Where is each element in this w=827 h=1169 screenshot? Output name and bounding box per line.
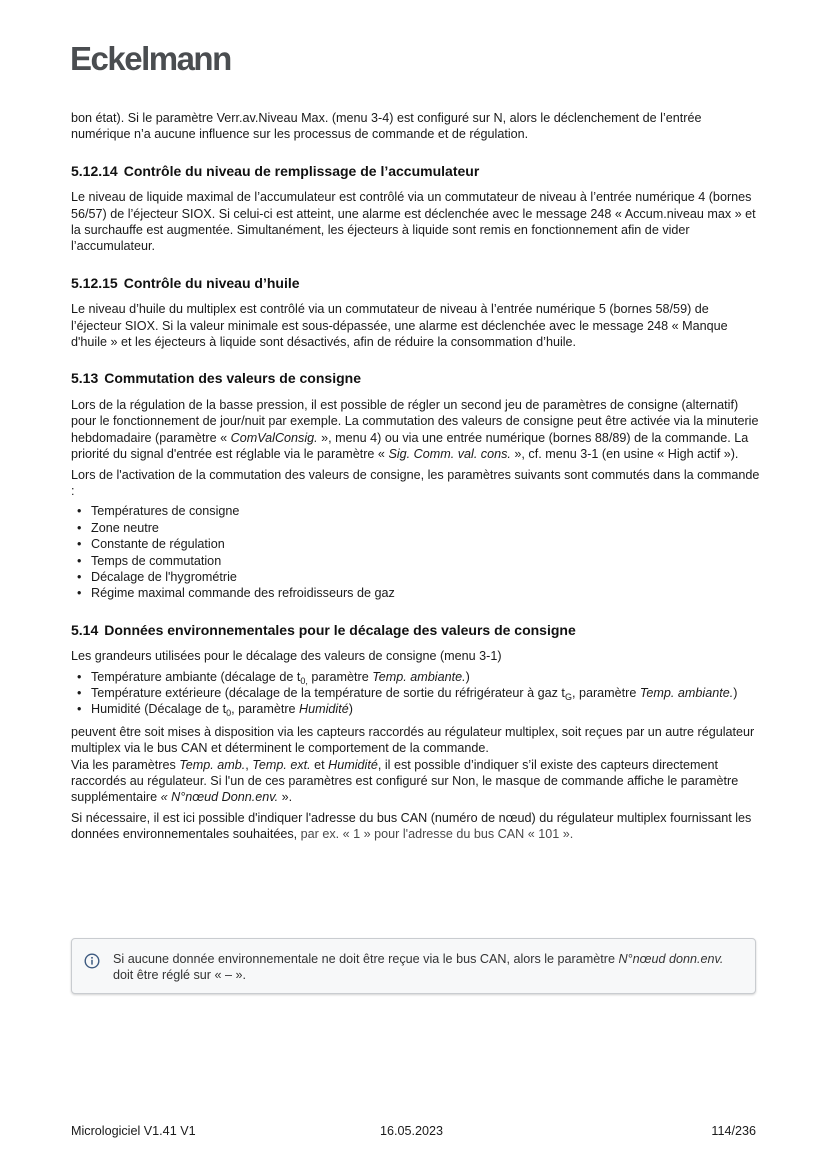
list-item: • Décalage de l'hygrométrie	[71, 569, 761, 585]
paragraph-5-14-2: peuvent être soit mises à disposition via les capteurs raccordés au régulateur multiplex, soit reçues par un autre régulateur multiplex via le bus CAN et déterminent le comportement de la commande. Via les paramètres Temp. amb., Temp. ext. et Humidité, il est possible d’indiquer s’il existe des capteurs directement raccordés au régulateur. Si l'un de ces paramètres est configuré sur Non, le masque de commande affiche le paramètre supplémentaire « N°nœud Donn.env. ».	[71, 724, 755, 805]
section-title: Contrôle du niveau d’huile	[123, 274, 300, 291]
list-item: • Zone neutre	[71, 520, 761, 536]
section-title: Contrôle du niveau de remplissage de l’accumulateur	[123, 162, 480, 179]
info-note-text: Si aucune donnée environnementale ne doit être reçue via le bus CAN, alors le paramètre N°nœud donn.env. doit être réglé sur « – ».	[113, 952, 724, 982]
environment-data-list	[71, 669, 761, 718]
footer-page-number: 114/236	[711, 1124, 756, 1138]
info-note-box	[71, 938, 756, 994]
heading-5-12-15	[71, 275, 761, 291]
list-item: • Températures de consigne	[71, 503, 761, 519]
heading-5-13	[71, 370, 761, 386]
section-title: Données environnementales pour le décalage des valeurs de consigne	[104, 621, 576, 638]
paragraph-5-12-15: Le niveau d’huile du multiplex est contrôlé via un commutateur de niveau à l’entrée numérique 5 (bornes 58/59) de l’éjecteur SIOX. Si la valeur minimale est sous-dépassée, une alarme est déclenchée avec le message 248 « Manque d'huile » et les éjecteurs à liquide sont désactivés, afin de réduire la consommation d’huile.	[71, 302, 728, 350]
paragraph-5-14-1: Les grandeurs utilisées pour le décalage des valeurs de consigne (menu 3-1)	[71, 649, 502, 664]
intro-paragraph: bon état). Si le paramètre Verr.av.Niveau Max. (menu 3-4) est configuré sur N, alors le déclenchement de l’entrée numérique n’a aucune influence sur les processus de commande et de régulation.	[71, 111, 702, 142]
paragraph-5-14-3: Si nécessaire, il est ici possible d'indiquer l'adresse du bus CAN (numéro de nœud) du régulateur multiplex fournissant les données environnementales souhaitées, par ex. « 1 » pour l'adresse du bus CAN « 101 ».	[71, 810, 752, 842]
switched-parameters-list	[71, 503, 761, 601]
list-item: • Température ambiante (décalage de $t_{0,}$ paramètre Temp. ambiante.)	[71, 669, 761, 685]
page-content	[71, 110, 761, 847]
footer-date: 16.05.2023	[380, 1124, 444, 1138]
info-icon	[84, 953, 100, 969]
parameter-name: Sig. Comm. val. cons.	[388, 447, 511, 462]
section-number: 5.12.15	[71, 274, 118, 291]
heading-5-12-14	[71, 163, 761, 179]
list-item: • Température extérieure (décalage de la température de sortie du réfrigérateur à gaz $t_G$, paramètre Temp. ambiante.)	[71, 685, 761, 701]
parameter-name: ComValConsig.	[230, 430, 318, 445]
section-number: 5.12.14	[71, 162, 118, 179]
list-item: • Humidité (Décalage de $t_0$, paramètre Humidité)	[71, 701, 761, 717]
list-item: • Constante de régulation	[71, 536, 761, 552]
brand-logo: Eckelmann	[70, 40, 231, 77]
footer-firmware-version: Micrologiciel V1.41 V1	[71, 1124, 196, 1138]
heading-5-14	[71, 622, 761, 638]
section-number: 5.14	[71, 621, 99, 638]
paragraph-5-12-14: Le niveau de liquide maximal de l’accumulateur est contrôlé via un commutateur de niveau à l’entrée numérique 4 (bornes 56/57) de l’éjecteur SIOX. Si celui-ci est atteint, une alarme est déclenchée avec le message 248 « Accum.niveau max » et la surchauffe est augmentée. Simultanément, les éjecteurs à liquide sont remis en fonctionnement afin de vider l’accumulateur.	[71, 190, 756, 254]
list-item: • Régime maximal commande des refroidisseurs de gaz	[71, 585, 761, 601]
list-item: • Temps de commutation	[71, 553, 761, 569]
paragraph-5-13-2: Lors de l'activation de la commutation des valeurs de consigne, les paramètres suivants sont commutés dans la commande :	[71, 467, 760, 498]
paragraph-5-13-1: Lors de la régulation de la basse pression, il est possible de régler un second jeu de paramètres de consigne (alternatif) pour le fonctionnement de jour/nuit par exemple. La commutation des valeurs de consigne peut être activée via la minuterie hebdomadaire (paramètre « ComValConsig. », menu 4) ou via une entrée numérique (bornes 88/89) de la commande. La priorité du signal d'entrée est réglable via le paramètre « Sig. Comm. val. cons. », cf. menu 3-1 (en usine « High actif »).	[71, 397, 759, 462]
section-title: Commutation des valeurs de consigne	[104, 370, 361, 387]
section-number: 5.13	[71, 370, 99, 387]
